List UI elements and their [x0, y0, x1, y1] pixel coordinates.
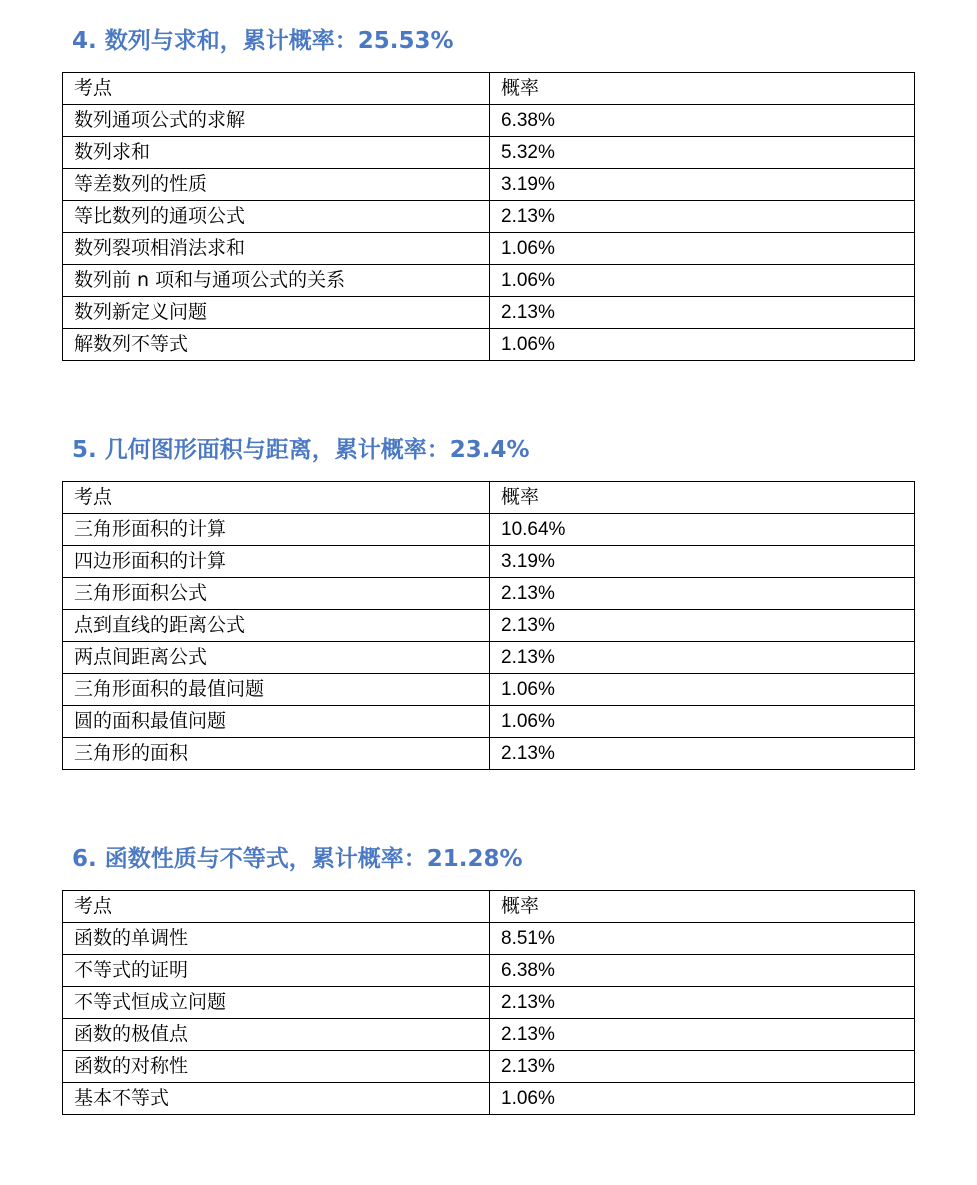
topic-cell: 数列前 n 项和与通项公式的关系 — [63, 265, 490, 297]
probability-cell: 2.13% — [490, 642, 915, 674]
topic-cell: 基本不等式 — [63, 1083, 490, 1115]
table-row — [63, 738, 915, 770]
table-row — [63, 265, 915, 297]
topic-cell: 函数的极值点 — [63, 1019, 490, 1051]
topic-cell: 函数的单调性 — [63, 923, 490, 955]
table-row — [63, 610, 915, 642]
header-probability: 概率 — [490, 73, 915, 105]
table-row — [63, 233, 915, 265]
topic-cell: 数列新定义问题 — [63, 297, 490, 329]
table-row — [63, 674, 915, 706]
header-topic: 考点 — [63, 482, 490, 514]
topic-cell: 数列求和 — [63, 137, 490, 169]
table-header-row — [63, 73, 915, 105]
probability-cell: 5.32% — [490, 137, 915, 169]
section-title: 5. 几何图形面积与距离，累计概率：23.4% — [72, 437, 530, 463]
probability-cell: 1.06% — [490, 329, 915, 361]
topic-cell: 三角形的面积 — [63, 738, 490, 770]
topic-cell: 不等式恒成立问题 — [63, 987, 490, 1019]
table-row — [63, 955, 915, 987]
topic-cell: 四边形面积的计算 — [63, 546, 490, 578]
topic-cell: 数列裂项相消法求和 — [63, 233, 490, 265]
section-title: 4. 数列与求和，累计概率：25.53% — [72, 28, 454, 54]
table-row — [63, 923, 915, 955]
topic-cell: 不等式的证明 — [63, 955, 490, 987]
table-row — [63, 201, 915, 233]
section-title: 6. 函数性质与不等式，累计概率：21.28% — [72, 846, 523, 872]
probability-cell: 2.13% — [490, 610, 915, 642]
table-row — [63, 1019, 915, 1051]
probability-cell: 2.13% — [490, 297, 915, 329]
probability-cell: 2.13% — [490, 738, 915, 770]
table-row — [63, 987, 915, 1019]
header-probability: 概率 — [490, 482, 915, 514]
probability-cell: 10.64% — [490, 514, 915, 546]
probability-cell: 2.13% — [490, 987, 915, 1019]
probability-cell: 1.06% — [490, 706, 915, 738]
topic-cell: 圆的面积最值问题 — [63, 706, 490, 738]
header-topic: 考点 — [63, 73, 490, 105]
probability-cell: 2.13% — [490, 1051, 915, 1083]
topic-cell: 等比数列的通项公式 — [63, 201, 490, 233]
table-row — [63, 329, 915, 361]
topic-cell: 三角形面积公式 — [63, 578, 490, 610]
table-header-row — [63, 891, 915, 923]
table-row — [63, 297, 915, 329]
topic-cell: 数列通项公式的求解 — [63, 105, 490, 137]
topic-probability-table — [62, 890, 915, 1115]
probability-cell: 1.06% — [490, 674, 915, 706]
topic-cell: 函数的对称性 — [63, 1051, 490, 1083]
probability-cell: 8.51% — [490, 923, 915, 955]
probability-cell: 1.06% — [490, 265, 915, 297]
topic-cell: 三角形面积的计算 — [63, 514, 490, 546]
probability-cell: 3.19% — [490, 169, 915, 201]
table-row — [63, 105, 915, 137]
table-row — [63, 642, 915, 674]
table-row — [63, 706, 915, 738]
table-row — [63, 514, 915, 546]
topic-cell: 等差数列的性质 — [63, 169, 490, 201]
table-row — [63, 169, 915, 201]
topic-probability-table — [62, 72, 915, 361]
topic-cell: 点到直线的距离公式 — [63, 610, 490, 642]
probability-cell: 2.13% — [490, 201, 915, 233]
table-row — [63, 1083, 915, 1115]
probability-cell: 1.06% — [490, 1083, 915, 1115]
header-probability: 概率 — [490, 891, 915, 923]
topic-cell: 两点间距离公式 — [63, 642, 490, 674]
probability-cell: 1.06% — [490, 233, 915, 265]
table-row — [63, 1051, 915, 1083]
probability-cell: 2.13% — [490, 1019, 915, 1051]
table-row — [63, 578, 915, 610]
probability-cell: 3.19% — [490, 546, 915, 578]
probability-cell: 6.38% — [490, 955, 915, 987]
probability-cell: 6.38% — [490, 105, 915, 137]
topic-cell: 三角形面积的最值问题 — [63, 674, 490, 706]
table-header-row — [63, 482, 915, 514]
table-row — [63, 546, 915, 578]
header-topic: 考点 — [63, 891, 490, 923]
probability-cell: 2.13% — [490, 578, 915, 610]
topic-probability-table — [62, 481, 915, 770]
topic-cell: 解数列不等式 — [63, 329, 490, 361]
table-row — [63, 137, 915, 169]
